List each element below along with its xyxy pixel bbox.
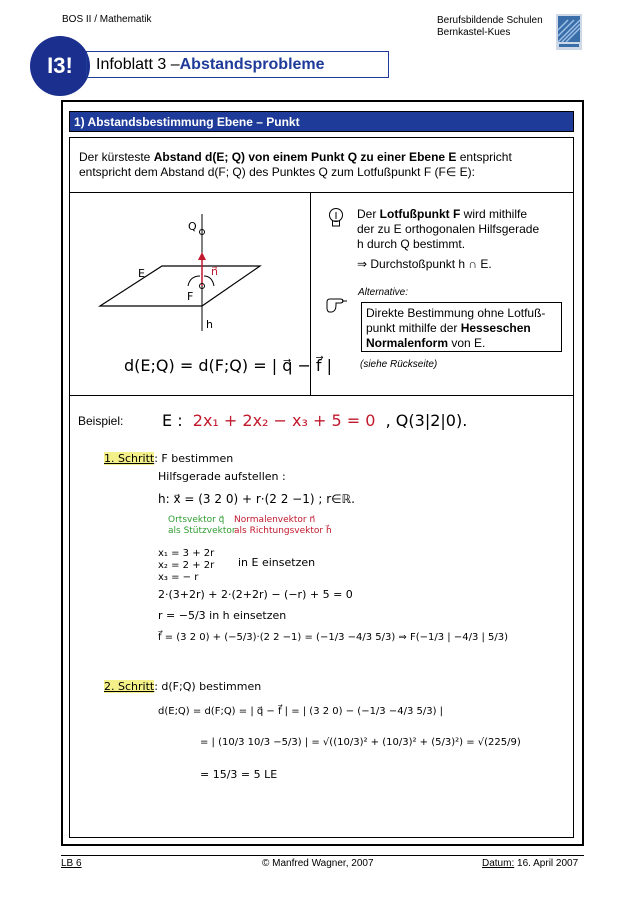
- footer-page: LB 6: [61, 858, 82, 869]
- footer-rule: [61, 855, 584, 856]
- label-e: E: [138, 267, 145, 280]
- hesse-box: Direkte Bestimmung ohne Lotfuß- punkt mithilfe der Hesseschen Normalenform von E.: [361, 302, 562, 352]
- calc-line-3: f⃗ = (3 2 0) + (−5/3)·(2 2 −1) = (−1/3 −4/3 5/3) ⇒ F(−1/3 | −4/3 | 5/3): [158, 632, 509, 643]
- pointing-hand-icon: [324, 292, 350, 318]
- distance-line-1: d(E;Q) = d(F;Q) = | q⃗ − f⃗ | = | (3 2 0) − (−1/3 −4/3 5/3) |: [158, 706, 444, 717]
- label-h: h: [206, 318, 213, 331]
- example-equation: E : 2x₁ + 2x₂ − x₃ + 5 = 0 , Q(3|2|0).: [162, 411, 468, 430]
- ortsvektor-note: Ortsvektor q⃗ als Stützvektor: [168, 515, 236, 536]
- definition-bold: Abstand d(E; Q) von einem Punkt Q zu einer Ebene E: [153, 150, 457, 164]
- step2-heading: 2. Schritt: d(F;Q) bestimmen: [104, 680, 262, 693]
- distance-result: = 15/3 = 5 LE: [200, 768, 278, 781]
- footer-copyright: © Manfred Wagner, 2007: [262, 858, 374, 869]
- definition-box: [69, 137, 574, 193]
- page-title: [86, 51, 389, 78]
- parameter-form: x₁ = 3 + 2r x₂ = 2 + 2r x₃ = − r: [158, 548, 215, 583]
- calc-line-1: 2·(3+2r) + 2·(2+2r) − (−r) + 5 = 0: [158, 588, 353, 601]
- section-title: 1) Abstandsbestimmung Ebene – Punkt: [69, 111, 574, 132]
- lightbulb-icon: [327, 207, 345, 229]
- normalenvektor-note: Normalenvektor n⃗ als Richtungsvektor h⃗: [234, 515, 332, 536]
- definition-text-3: entspricht dem Abstand d(F; Q) des Punktes Q zum Lotfußpunkt F (F∈ E):: [79, 165, 475, 179]
- footer-date: Datum: 16. April 2007: [482, 858, 579, 869]
- plane-point-diagram: [92, 206, 272, 336]
- example-label: Beispiel:: [78, 414, 124, 428]
- school-logo: [556, 14, 582, 50]
- step1-heading: 1. Schritt: F bestimmen: [104, 452, 234, 465]
- label-n: n⃗: [211, 265, 218, 278]
- title-topic: Abstandsprobleme: [179, 55, 325, 73]
- see-back-note: (siehe Rückseite): [360, 359, 438, 370]
- header-subject: BOS II / Mathematik: [62, 14, 152, 25]
- definition-text-1: Der kürsteste: [79, 150, 154, 164]
- school-line-2: Bernkastel-Kues: [437, 27, 511, 38]
- hilfsgerade-label: Hilfsgerade aufstellen :: [158, 470, 286, 483]
- label-q: Q: [188, 220, 197, 233]
- info-text: Der Lotfußpunkt F wird mithilfe der zu E orthogonalen Hilfsgerade h durch Q bestimmt. ⇒ Durchstoßpunkt h ∩ E.: [357, 207, 540, 271]
- header-school: [437, 15, 543, 39]
- school-line-1: Berufsbildende Schulen: [437, 15, 543, 26]
- alternative-label: Alternative:: [358, 287, 409, 298]
- definition-text-2: entspricht: [456, 150, 512, 164]
- label-f: F: [187, 290, 194, 303]
- distance-line-2: = | (10/3 10/3 −5/3) | = √((10/3)² + (10/3)² + (5/3)²) = √(225/9): [200, 737, 521, 748]
- in-e-einsetzen: in E einsetzen: [238, 556, 316, 569]
- distance-formula: d(E;Q) = d(F;Q) = | q⃗ − f⃗ |: [124, 356, 333, 375]
- hilfsgerade-equation: h: x⃗ = (3 2 0) + r·(2 2 −1) ; r∈ℝ.: [158, 492, 355, 506]
- title-prefix: Infoblatt 3 –: [96, 55, 180, 73]
- calc-line-2: r = −5/3 in h einsetzen: [158, 609, 287, 622]
- infoblatt-badge: I3!: [30, 36, 90, 96]
